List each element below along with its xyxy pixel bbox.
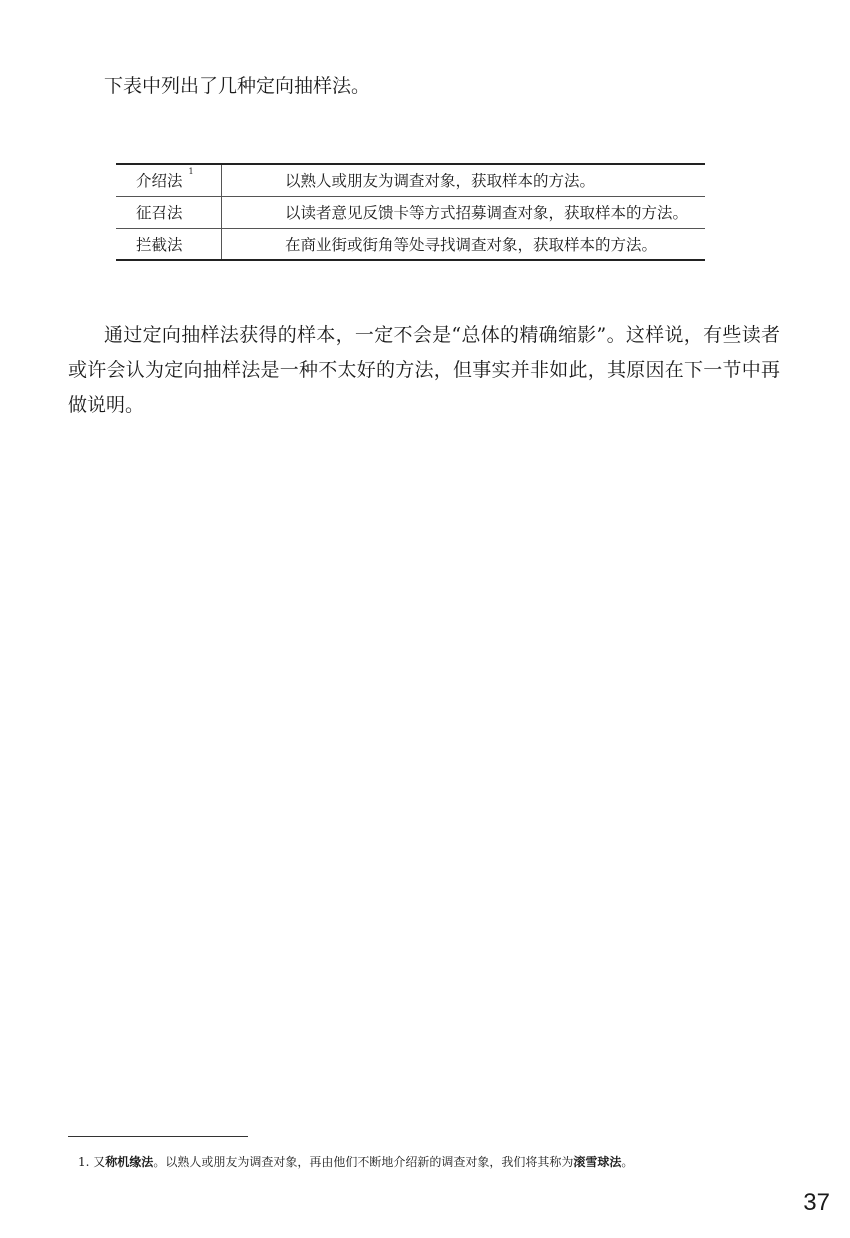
footnote-term: 称机缘法 xyxy=(105,1155,154,1169)
table-row xyxy=(116,228,705,260)
method-name: 拦截法 xyxy=(116,228,222,260)
method-name: 征召法 xyxy=(116,196,222,228)
method-description: 以熟人或朋友为调查对象，获取样本的方法。 xyxy=(222,164,706,196)
table-row xyxy=(116,164,705,196)
footnote xyxy=(78,1153,633,1171)
sampling-methods-table xyxy=(116,163,705,261)
table-row xyxy=(116,196,705,228)
footnote-term: 滚雪球法 xyxy=(573,1155,622,1169)
footnote-text: 又 xyxy=(93,1155,106,1169)
method-description: 在商业街或街角等处寻找调查对象，获取样本的方法。 xyxy=(222,228,706,260)
footnote-text: 。 xyxy=(621,1155,634,1169)
footnote-ref: 1 xyxy=(188,167,194,177)
method-description: 以读者意见反馈卡等方式招募调查对象，获取样本的方法。 xyxy=(222,196,706,228)
method-name-cell xyxy=(116,164,222,196)
body-paragraph: 通过定向抽样法获得的样本，一定不会是“总体的精确缩影”。这样说，有些读者或许会认为定向抽样法是一种不太好的方法，但事实并非如此，其原因在下一节中再做说明。 xyxy=(68,324,780,416)
method-name: 介绍法 xyxy=(136,172,183,191)
footnote-divider xyxy=(68,1136,248,1137)
page-number: 37 xyxy=(803,1189,830,1216)
intro-text: 下表中列出了几种定向抽样法。 xyxy=(104,75,371,97)
footnote-text: 。以熟人或朋友为调查对象，再由他们不断地介绍新的调查对象，我们将其称为 xyxy=(153,1155,574,1169)
footnote-number: 1. xyxy=(78,1155,90,1169)
